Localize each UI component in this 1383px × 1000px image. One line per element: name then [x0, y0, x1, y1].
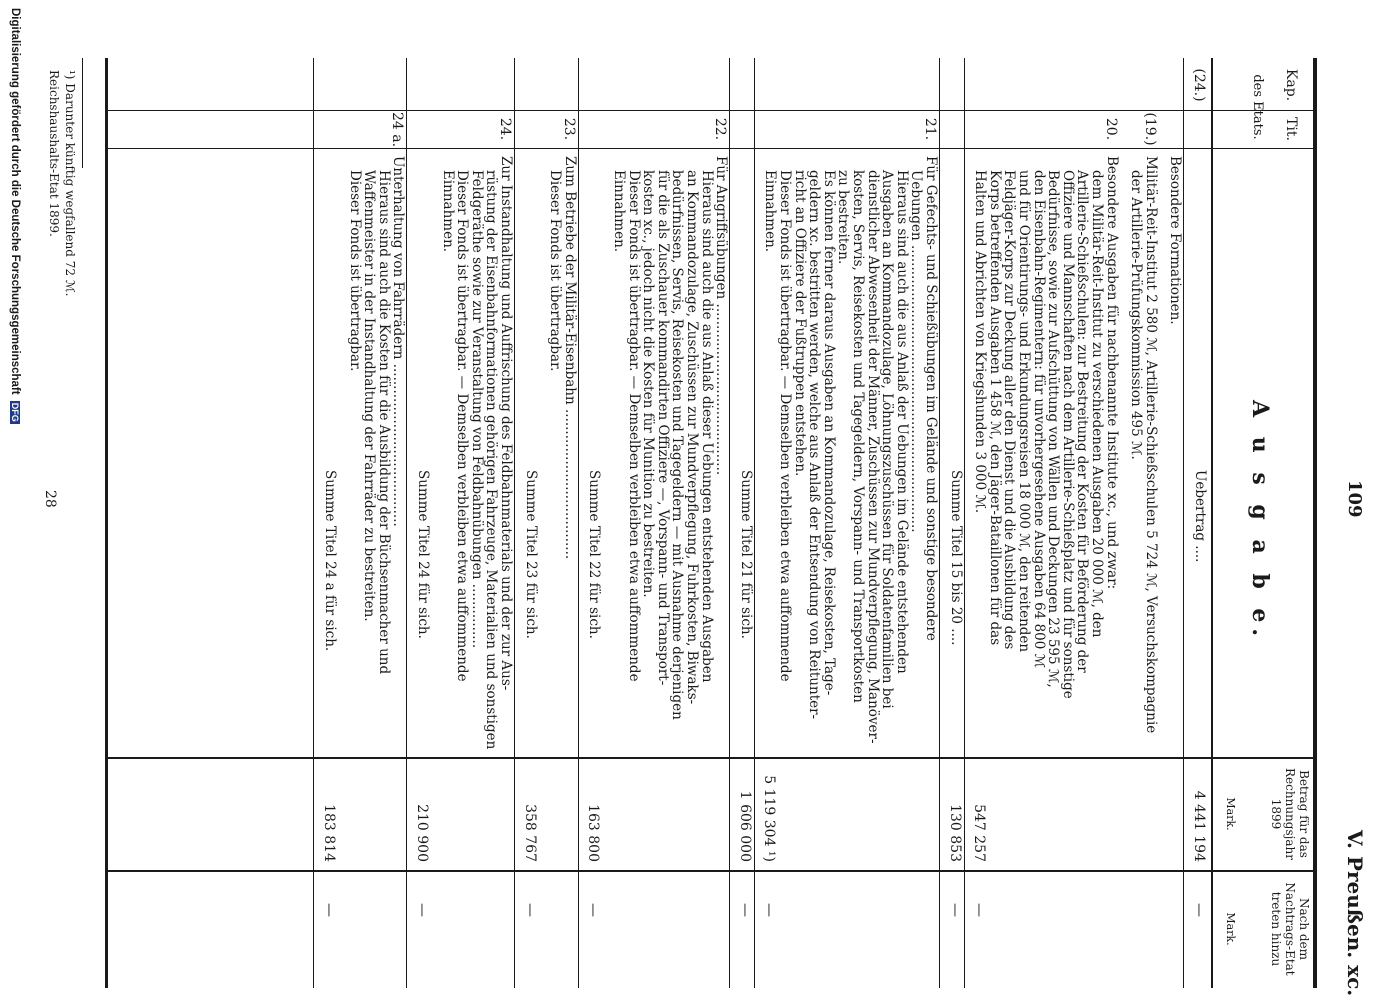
row-separator [514, 58, 515, 988]
row-text-line: Summe Titel 24 a für sich. [322, 470, 338, 652]
header-nachtrag-unit: Mark. [1224, 912, 1237, 946]
row-separator [754, 58, 755, 988]
row-text-line: kosten xc., jedoch nicht die Kosten für Munition zu bestreiten. [640, 170, 657, 598]
header-kap: Kap. [1283, 68, 1299, 102]
header-betrag-unit: Mark. [1224, 797, 1237, 831]
table-row [963, 0, 1119, 1000]
row-betrag: 547 257 [971, 804, 988, 862]
table-row [1158, 0, 1183, 1000]
row-nachtrag: — [1191, 903, 1207, 917]
footnote: ¹) Darunter künftig wegfallend 72 ℳ. [63, 70, 77, 297]
row-text-line: Ausgaben an Kommandozulage, Löhnungszuschüssen für Soldatenfamilien bei [879, 170, 896, 709]
row-text-line: dienstlicher Abwesenheit der Männer, Zuschüssen zur Mundverpflegung, Manöver- [864, 170, 881, 744]
footer-page-number: 28 [42, 490, 58, 508]
row-betrag: 183 814 [321, 804, 337, 862]
table-row [405, 0, 430, 1000]
row-text-line: Hieraus sind auch die aus Anlaß dieser Uebungen entstehenden Ausgaben [698, 170, 715, 683]
table-row [753, 0, 938, 1000]
row-text-line: Dieser Fonds ist übertragbar. — Demselben verbleiben etwa auffommende [454, 170, 471, 682]
table-row [430, 0, 513, 1000]
row-text-line: Für Gefechts- und Schießübungen im Gelände und sonstige besondere [923, 156, 939, 641]
row-text-line: Dieser Fonds ist übertragbar. [346, 170, 363, 372]
row-text-line: Summe Titel 22 für sich. [586, 470, 603, 639]
row-kap: (24.) [1191, 68, 1207, 102]
table-row [312, 0, 337, 1000]
header-ausgabe: A u s g a b e. [1247, 400, 1273, 643]
row-betrag: 1 606 000 [736, 790, 753, 862]
row-text-line: Artillerie-Schießschulen: zur Bestreitung der Kosten für Beförderung der [1074, 170, 1091, 673]
row-text-line: Dieser Fonds ist übertragbar. — Demselben verbleiben etwa auffommende [777, 170, 793, 682]
table-top-rule [1313, 58, 1317, 988]
row-text-line: Zur Instandhaltung und Auffrischung des Feldbahnmaterials und der zur Aus- [498, 156, 514, 691]
row-text-line: Für Angriffsübungen ........................................ [713, 156, 730, 476]
table-row [1182, 0, 1207, 1000]
row-text-line: bedürfnissen, Servis, Reisekosten und Tagegeldern — mit Ausnahme derjenigen [669, 170, 686, 720]
row-tit: 24 a. [389, 112, 406, 148]
row-nachtrag: — [971, 903, 988, 917]
table-row [601, 0, 728, 1000]
row-betrag: 130 853 [946, 804, 963, 862]
row-text-line: kosten, Servis, Reisekosten und Tagegeldern, Vorspann- und Transportkosten [850, 170, 866, 703]
table-row [1119, 0, 1158, 1000]
row-text-line: Hieraus sind auch die aus Anlaß der Uebungen im Gelände entstehenden [893, 170, 910, 674]
row-text-line: Besondere Ausgaben für nachbenannte Institute xc., und zwar: [1103, 156, 1120, 590]
row-text-line: Zum Betriebe der Militär-Eisenbahn ................................... [561, 156, 578, 560]
row-separator [964, 58, 965, 988]
row-text-line: Besondere Formationen. [1167, 156, 1184, 325]
row-text-line: Summe Titel 21 für sich. [737, 470, 754, 639]
row-text-line: Summe Titel 15 bis 20 .... [947, 470, 964, 646]
row-text-line: an Kommandozulage, Zuschüssen zur Mundverpflegung, Fuhrkosten, Biwaks- [684, 170, 701, 705]
row-text-line: zu bestreiten. [835, 170, 852, 265]
row-nachtrag: — [946, 903, 963, 917]
row-tit: (19.) [1141, 112, 1158, 146]
row-nachtrag: — [414, 903, 430, 917]
row-tit: 24. [497, 117, 513, 141]
page-number: 109 [1344, 480, 1365, 518]
table-row [728, 0, 753, 1000]
table-row [577, 0, 602, 1000]
row-nachtrag: — [585, 903, 602, 917]
row-text-line: für die als Zuschauer kommandirten Offiziere —, Vorspann- und Transport- [654, 170, 671, 686]
row-text-line: dem Militär-Reit-Institut zu verschiedenen Ausgaben 20 000 ℳ, den [1089, 170, 1106, 638]
row-text-line: Hieraus sind auch die Kosten für die Ausbildung der Büchsenmacher und [375, 170, 392, 675]
table-row [538, 0, 577, 1000]
row-text-line: Feldjäger-Korps zur Deckung aller den Dienst und die Ausbildung des [1001, 170, 1018, 650]
row-text-line: geldern xc. bestritten werden, welche aus Anlaß der Entsendung von Reitunter- [806, 170, 823, 720]
row-text-line: den Eisenbahn-Regimentern: für unvorhergesehene Ausgaben 64 800 ℳ [1030, 170, 1047, 669]
header-nachtrag: Nach dem Nachtrags-Etat treten hinzu [1269, 882, 1311, 976]
row-text-line: Es können ferner daraus Ausgaben an Kommandozulage, Reisekosten, Tage- [820, 170, 837, 696]
row-text-line: Uebungen ................................................................... [908, 170, 925, 533]
row-separator [939, 58, 940, 988]
row-betrag: 4 441 194 [1191, 790, 1207, 862]
row-separator [406, 58, 407, 988]
row-text-line: Dieser Fonds ist übertragbar. — Demselben verbleiben etwa auffommende [625, 170, 642, 682]
row-text-line: Bedürfnisse, sowie zur Aufschüttung von Wällen und Deckungen 23 595 ℳ, [1045, 170, 1062, 688]
header-betrag: Betrag für das Rechnungsjahr 1899 [1269, 768, 1311, 860]
section-title: V. Preußen. xc. [1343, 830, 1367, 997]
row-separator [578, 58, 579, 988]
header-tit: Tit. [1283, 117, 1299, 141]
row-betrag: 358 767 [521, 804, 538, 862]
row-tit: 22. [712, 117, 729, 141]
footnote-rule [82, 58, 83, 168]
row-text-line: und für Orientirungs- und Erkundungsreisen 18 000 ℳ, den reitenden [1016, 170, 1033, 653]
header-bottom-rule [1211, 58, 1213, 988]
row-text-line: Unterhaltung von Fahrrädern ...................................... [390, 156, 407, 527]
row-text-line: Halten und Abrichten von Kriegshunden 3 000 ℳ. [972, 170, 989, 514]
row-betrag: 5 119 304 ¹) [761, 775, 778, 862]
row-nachtrag: — [761, 903, 778, 917]
row-text-line: Summe Titel 24 für sich. [415, 470, 431, 639]
row-text-line: richt an Offiziere der Fußtruppen entstehen. [791, 170, 808, 477]
row-text-line: Offiziere und Mannschaften nach dem Artillerie-Schießplatz und für sonstige [1059, 170, 1076, 699]
table-row [513, 0, 538, 1000]
table-bottom-rule [105, 58, 108, 988]
row-betrag: 163 800 [585, 804, 602, 862]
row-text-line: Dieser Fonds ist übertragbar. [547, 170, 564, 372]
row-separator [313, 58, 314, 988]
row-text-line: rüstung der Eisenbahnformationen gehörigen Fahrzeuge, Materialien und sonstigen [483, 170, 500, 750]
row-tit: 23. [560, 117, 577, 141]
row-separator [1183, 58, 1184, 988]
row-text-line: Einnahmen. [762, 170, 779, 253]
table-row [337, 0, 405, 1000]
header-des-etats: des Etats. [1250, 74, 1265, 140]
row-text-line: Waffenmeister in der Instandhaltung der Fahrräder zu bestreiten. [361, 170, 378, 622]
row-separator [729, 58, 730, 988]
row-text-line: Uebertrag .... [1192, 470, 1208, 563]
dfg-logo: DFG [10, 402, 20, 422]
digitization-note [9, 8, 21, 424]
row-nachtrag: — [521, 903, 538, 917]
table-row [938, 0, 963, 1000]
row-text-line: Einnahmen. [611, 170, 628, 253]
row-tit: 20. [1102, 117, 1119, 141]
row-nachtrag: — [736, 903, 753, 917]
row-betrag: 210 900 [414, 804, 430, 862]
row-text-line: Summe Titel 23 für sich. [522, 470, 539, 639]
row-tit: 21. [922, 117, 938, 141]
footnote-source: Reichshaushalts-Etat 1899. [47, 70, 61, 237]
row-text-line: Militär-Reit-Institut 2 580 ℳ, Artillerie-Schießschulen 5 724 ℳ, Versuchskompagnie [1142, 156, 1159, 734]
row-text-line: Feldgeräthe sowie zur Veranstaltung von Feldbahnübungen ............... [468, 170, 485, 649]
row-text-line: Einnahmen. [439, 170, 456, 253]
row-text-line: Korps betreffenden Ausgaben 1 458 ℳ, den Jäger-Bataillonen für das [986, 170, 1003, 646]
row-text-line: der Artillerie-Prüfungskommission 495 ℳ. [1128, 170, 1145, 460]
row-nachtrag: — [321, 903, 337, 917]
digitization-text: Digitalisierung gefördert durch die Deutsche Forschungsgemeinschaft [9, 8, 21, 395]
